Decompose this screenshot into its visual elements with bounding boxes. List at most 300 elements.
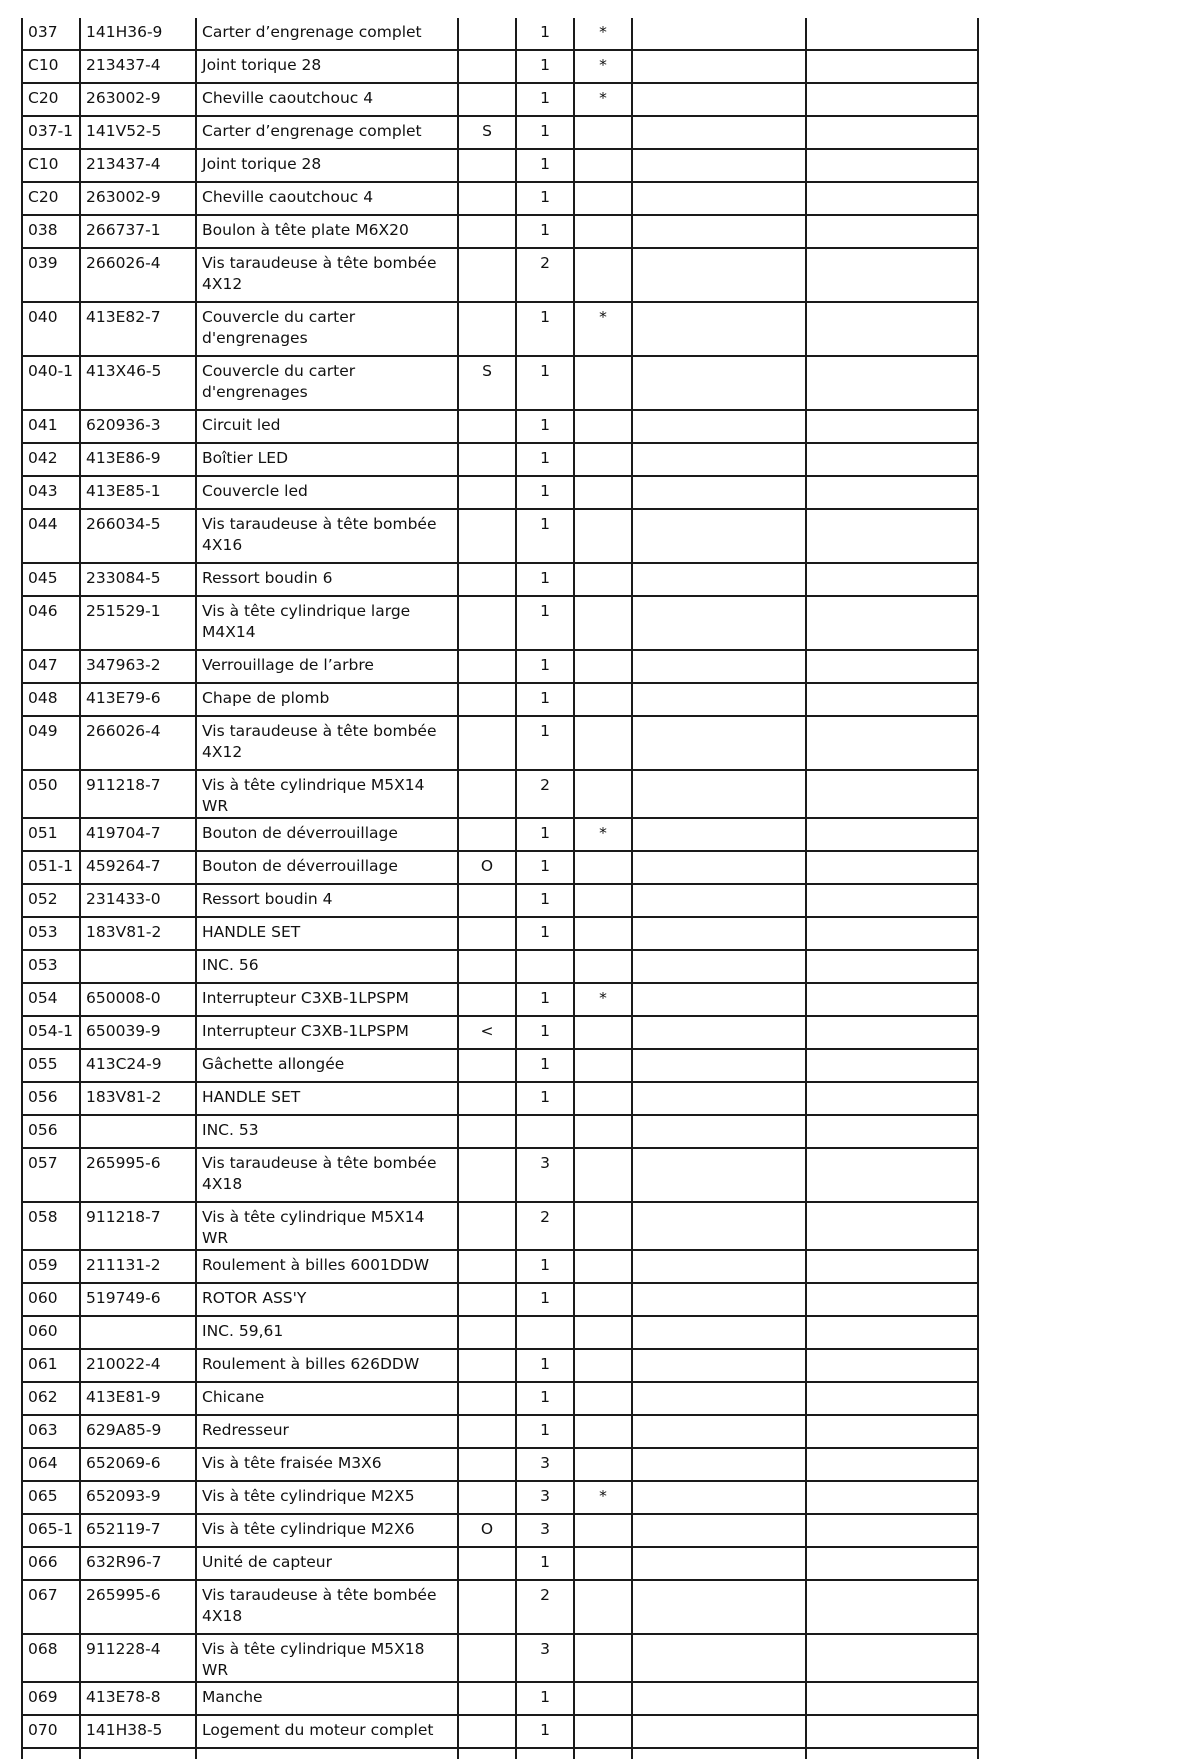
mark-cell <box>574 356 632 410</box>
symbol-cell <box>458 215 516 248</box>
part-number-cell: 629A85-9 <box>80 1415 196 1448</box>
part-number-cell: 632R96-7 <box>80 1547 196 1580</box>
symbol-cell <box>458 248 516 302</box>
remark-cell <box>806 356 978 410</box>
table-row <box>22 950 978 983</box>
symbol-cell <box>458 50 516 83</box>
part-number-cell: 652119-7 <box>80 1514 196 1547</box>
part-number-cell: 650008-0 <box>80 983 196 1016</box>
table-row <box>22 1283 978 1316</box>
remark-cell <box>806 1715 978 1748</box>
table-row <box>22 1316 978 1349</box>
remark-cell <box>806 410 978 443</box>
description-cell: Cheville caoutchouc 4 <box>196 83 458 116</box>
mark-cell: * <box>574 18 632 50</box>
item-number-cell: 051 <box>22 818 80 851</box>
item-number-cell: C20 <box>22 83 80 116</box>
mark-cell <box>574 476 632 509</box>
remark-cell <box>806 443 978 476</box>
quantity-cell: 1 <box>516 215 574 248</box>
description-cell: Verrouillage de l’arbre <box>196 650 458 683</box>
item-number-cell: 063 <box>22 1415 80 1448</box>
note-cell <box>632 1382 806 1415</box>
remark-cell <box>806 509 978 563</box>
item-number-cell: 066 <box>22 1547 80 1580</box>
remark-cell <box>806 302 978 356</box>
note-cell <box>632 1250 806 1283</box>
quantity-cell: 1 <box>516 983 574 1016</box>
item-number-cell: 037-1 <box>22 116 80 149</box>
part-number-cell: 263002-9 <box>80 83 196 116</box>
table-row-continuation <box>22 1748 978 1759</box>
mark-cell: * <box>574 302 632 356</box>
symbol-cell <box>458 1481 516 1514</box>
part-number-cell: 413E86-9 <box>80 443 196 476</box>
description-cell: ROTOR ASS'Y <box>196 1283 458 1316</box>
symbol-cell <box>458 18 516 50</box>
description-cell: Joint torique 28 <box>196 149 458 182</box>
part-number-cell: 183V81-2 <box>80 917 196 950</box>
mark-cell <box>574 443 632 476</box>
table-row <box>22 683 978 716</box>
mark-cell <box>574 1415 632 1448</box>
quantity-cell: 1 <box>516 1283 574 1316</box>
remark-cell <box>806 1316 978 1349</box>
symbol-cell <box>458 1283 516 1316</box>
description-cell: Interrupteur C3XB-1LPSPM <box>196 1016 458 1049</box>
note-cell <box>632 1202 806 1250</box>
part-number-cell: 263002-9 <box>80 182 196 215</box>
table-row <box>22 716 978 770</box>
symbol-cell <box>458 1349 516 1382</box>
item-number-cell: 064 <box>22 1448 80 1481</box>
note-cell <box>632 1580 806 1634</box>
remark-cell <box>806 83 978 116</box>
mark-cell <box>574 410 632 443</box>
description-cell: INC. 56 <box>196 950 458 983</box>
symbol-cell <box>458 302 516 356</box>
symbol-cell <box>458 596 516 650</box>
remark-cell <box>806 851 978 884</box>
table-row <box>22 1682 978 1715</box>
remark-cell <box>806 818 978 851</box>
part-number-cell: 265995-6 <box>80 1580 196 1634</box>
parts-table-body <box>22 18 978 1748</box>
description-cell: Boulon à tête plate M6X20 <box>196 215 458 248</box>
mark-cell <box>574 182 632 215</box>
mark-cell <box>574 950 632 983</box>
part-number-cell: 519749-6 <box>80 1283 196 1316</box>
remark-cell <box>806 1016 978 1049</box>
description-cell: Ressort boudin 6 <box>196 563 458 596</box>
quantity-cell: 1 <box>516 182 574 215</box>
note-cell <box>632 443 806 476</box>
item-number-cell: 037 <box>22 18 80 50</box>
table-row <box>22 1082 978 1115</box>
symbol-cell <box>458 83 516 116</box>
item-number-cell: 062 <box>22 1382 80 1415</box>
mark-cell <box>574 1316 632 1349</box>
mark-cell: * <box>574 983 632 1016</box>
note-cell <box>632 1283 806 1316</box>
description-cell: Chicane <box>196 1382 458 1415</box>
description-cell: Manche <box>196 1682 458 1715</box>
note-cell <box>632 1016 806 1049</box>
description-cell: Carter d’engrenage complet <box>196 116 458 149</box>
part-number-cell: 413C24-9 <box>80 1049 196 1082</box>
description-cell: Vis à tête cylindrique M5X18 WR <box>196 1634 458 1682</box>
remark-cell <box>806 917 978 950</box>
quantity-cell: 1 <box>516 1415 574 1448</box>
item-number-cell: 057 <box>22 1148 80 1202</box>
remark-cell <box>806 716 978 770</box>
table-row <box>22 1448 978 1481</box>
symbol-cell <box>458 818 516 851</box>
remark-cell <box>806 683 978 716</box>
item-number-cell: 040-1 <box>22 356 80 410</box>
part-number-cell: 266034-5 <box>80 509 196 563</box>
table-row <box>22 884 978 917</box>
symbol-cell: O <box>458 851 516 884</box>
quantity-cell: 1 <box>516 596 574 650</box>
table-row <box>22 818 978 851</box>
quantity-cell: 1 <box>516 563 574 596</box>
symbol-cell <box>458 1148 516 1202</box>
table-row <box>22 1148 978 1202</box>
remark-cell <box>806 1115 978 1148</box>
symbol-cell: O <box>458 1514 516 1547</box>
remark-cell <box>806 1202 978 1250</box>
remark-cell <box>806 1547 978 1580</box>
item-number-cell: 048 <box>22 683 80 716</box>
item-number-cell: 056 <box>22 1115 80 1148</box>
mark-cell <box>574 1250 632 1283</box>
mark-cell <box>574 248 632 302</box>
note-cell <box>632 1682 806 1715</box>
note-cell <box>632 1082 806 1115</box>
note-cell <box>632 1349 806 1382</box>
note-cell <box>632 1481 806 1514</box>
part-number-cell: 413E85-1 <box>80 476 196 509</box>
description-cell: Bouton de déverrouillage <box>196 818 458 851</box>
quantity-cell: 3 <box>516 1514 574 1547</box>
note-cell <box>632 476 806 509</box>
table-row <box>22 509 978 563</box>
part-number-cell: 213437-4 <box>80 149 196 182</box>
remark-cell <box>806 1415 978 1448</box>
description-cell: Vis à tête fraisée M3X6 <box>196 1448 458 1481</box>
symbol-cell <box>458 182 516 215</box>
table-row <box>22 1349 978 1382</box>
table-row <box>22 215 978 248</box>
note-cell <box>632 215 806 248</box>
table-row <box>22 1634 978 1682</box>
description-cell: Gâchette allongée <box>196 1049 458 1082</box>
remark-cell <box>806 1349 978 1382</box>
table-row <box>22 18 978 50</box>
item-number-cell: 040 <box>22 302 80 356</box>
quantity-cell: 1 <box>516 476 574 509</box>
description-cell: Vis à tête cylindrique M5X14 WR <box>196 1202 458 1250</box>
table-row <box>22 1715 978 1748</box>
symbol-cell <box>458 1415 516 1448</box>
quantity-cell: 1 <box>516 818 574 851</box>
remark-cell <box>806 149 978 182</box>
description-cell: Couvercle led <box>196 476 458 509</box>
item-number-cell: 049 <box>22 716 80 770</box>
table-row <box>22 410 978 443</box>
mark-cell <box>574 917 632 950</box>
quantity-cell: 1 <box>516 509 574 563</box>
table-row <box>22 302 978 356</box>
part-number-cell: 911218-7 <box>80 770 196 818</box>
quantity-cell: 1 <box>516 443 574 476</box>
description-cell: Vis taraudeuse à tête bombée 4X12 <box>196 248 458 302</box>
item-number-cell: 067 <box>22 1580 80 1634</box>
mark-cell <box>574 149 632 182</box>
part-number-cell: 652069-6 <box>80 1448 196 1481</box>
mark-cell <box>574 1016 632 1049</box>
item-number-cell: 065 <box>22 1481 80 1514</box>
symbol-cell <box>458 1049 516 1082</box>
mark-cell <box>574 1634 632 1682</box>
mark-cell <box>574 1115 632 1148</box>
quantity-cell: 1 <box>516 1049 574 1082</box>
part-number-cell: 459264-7 <box>80 851 196 884</box>
part-number-cell <box>80 1115 196 1148</box>
symbol-cell <box>458 509 516 563</box>
remark-cell <box>806 596 978 650</box>
symbol-cell <box>458 1250 516 1283</box>
quantity-cell: 1 <box>516 1382 574 1415</box>
quantity-cell: 1 <box>516 884 574 917</box>
remark-cell <box>806 476 978 509</box>
quantity-cell: 2 <box>516 1202 574 1250</box>
symbol-cell <box>458 1580 516 1634</box>
description-cell: INC. 53 <box>196 1115 458 1148</box>
item-number-cell: 070 <box>22 1715 80 1748</box>
quantity-cell: 1 <box>516 116 574 149</box>
quantity-cell <box>516 1316 574 1349</box>
symbol-cell <box>458 683 516 716</box>
note-cell <box>632 1148 806 1202</box>
table-row <box>22 50 978 83</box>
table-row <box>22 1514 978 1547</box>
item-number-cell: 038 <box>22 215 80 248</box>
description-cell: INC. 59,61 <box>196 1316 458 1349</box>
symbol-cell <box>458 884 516 917</box>
description-cell: Vis à tête cylindrique M2X6 <box>196 1514 458 1547</box>
quantity-cell: 1 <box>516 1349 574 1382</box>
note-cell <box>632 248 806 302</box>
note-cell <box>632 182 806 215</box>
remark-cell <box>806 1448 978 1481</box>
quantity-cell: 1 <box>516 851 574 884</box>
quantity-cell: 3 <box>516 1634 574 1682</box>
note-cell <box>632 917 806 950</box>
mark-cell <box>574 1448 632 1481</box>
table-row <box>22 248 978 302</box>
item-number-cell: C10 <box>22 149 80 182</box>
table-row <box>22 1115 978 1148</box>
symbol-cell <box>458 1382 516 1415</box>
mark-cell <box>574 1349 632 1382</box>
note-cell <box>632 116 806 149</box>
description-cell: Couvercle du carter d'engrenages <box>196 302 458 356</box>
description-cell: Roulement à billes 626DDW <box>196 1349 458 1382</box>
note-cell <box>632 149 806 182</box>
quantity-cell: 2 <box>516 1580 574 1634</box>
quantity-cell: 1 <box>516 716 574 770</box>
table-row <box>22 983 978 1016</box>
item-number-cell: 068 <box>22 1634 80 1682</box>
note-cell <box>632 983 806 1016</box>
quantity-cell: 3 <box>516 1481 574 1514</box>
symbol-cell <box>458 1448 516 1481</box>
item-number-cell: 059 <box>22 1250 80 1283</box>
description-cell: Cheville caoutchouc 4 <box>196 182 458 215</box>
parts-list-page <box>21 18 979 1759</box>
remark-cell <box>806 1049 978 1082</box>
symbol-cell <box>458 476 516 509</box>
quantity-cell: 1 <box>516 650 574 683</box>
note-cell <box>632 563 806 596</box>
symbol-cell: S <box>458 116 516 149</box>
remark-cell <box>806 182 978 215</box>
quantity-cell: 3 <box>516 1448 574 1481</box>
item-number-cell: 060 <box>22 1283 80 1316</box>
remark-cell <box>806 1250 978 1283</box>
remark-cell <box>806 215 978 248</box>
table-row <box>22 650 978 683</box>
note-cell <box>632 410 806 443</box>
description-cell: Unité de capteur <box>196 1547 458 1580</box>
item-number-cell: 050 <box>22 770 80 818</box>
description-cell: Couvercle du carter d'engrenages <box>196 356 458 410</box>
remark-cell <box>806 1148 978 1202</box>
remark-cell <box>806 1634 978 1682</box>
mark-cell <box>574 1148 632 1202</box>
mark-cell <box>574 770 632 818</box>
part-number-cell: 266737-1 <box>80 215 196 248</box>
symbol-cell <box>458 1316 516 1349</box>
note-cell <box>632 683 806 716</box>
quantity-cell: 1 <box>516 683 574 716</box>
part-number-cell: 911228-4 <box>80 1634 196 1682</box>
item-number-cell: 041 <box>22 410 80 443</box>
part-number-cell: 211131-2 <box>80 1250 196 1283</box>
part-number-cell: 213437-4 <box>80 50 196 83</box>
item-number-cell: 039 <box>22 248 80 302</box>
remark-cell <box>806 884 978 917</box>
quantity-cell: 1 <box>516 302 574 356</box>
symbol-cell <box>458 770 516 818</box>
remark-cell <box>806 1283 978 1316</box>
note-cell <box>632 18 806 50</box>
mark-cell: * <box>574 818 632 851</box>
remark-cell <box>806 1082 978 1115</box>
quantity-cell: 1 <box>516 1547 574 1580</box>
table-row <box>22 116 978 149</box>
item-number-cell: 042 <box>22 443 80 476</box>
table-row <box>22 1580 978 1634</box>
description-cell: Boîtier LED <box>196 443 458 476</box>
table-row <box>22 1547 978 1580</box>
note-cell <box>632 1514 806 1547</box>
description-cell: Interrupteur C3XB-1LPSPM <box>196 983 458 1016</box>
symbol-cell <box>458 149 516 182</box>
quantity-cell: 1 <box>516 356 574 410</box>
symbol-cell <box>458 983 516 1016</box>
mark-cell <box>574 215 632 248</box>
table-row <box>22 356 978 410</box>
note-cell <box>632 302 806 356</box>
quantity-cell: 2 <box>516 248 574 302</box>
part-number-cell: 251529-1 <box>80 596 196 650</box>
part-number-cell: 911218-7 <box>80 1202 196 1250</box>
quantity-cell: 1 <box>516 18 574 50</box>
part-number-cell: 413E81-9 <box>80 1382 196 1415</box>
item-number-cell: 054 <box>22 983 80 1016</box>
symbol-cell <box>458 1082 516 1115</box>
description-cell: Vis à tête cylindrique large M4X14 <box>196 596 458 650</box>
description-cell: Vis taraudeuse à tête bombée 4X18 <box>196 1580 458 1634</box>
symbol-cell <box>458 563 516 596</box>
symbol-cell <box>458 650 516 683</box>
quantity-cell: 2 <box>516 770 574 818</box>
table-row <box>22 1016 978 1049</box>
remark-cell <box>806 116 978 149</box>
remark-cell <box>806 983 978 1016</box>
quantity-cell <box>516 1115 574 1148</box>
part-number-cell: 620936-3 <box>80 410 196 443</box>
symbol-cell <box>458 716 516 770</box>
item-number-cell: 055 <box>22 1049 80 1082</box>
part-number-cell: 233084-5 <box>80 563 196 596</box>
item-number-cell: 043 <box>22 476 80 509</box>
part-number-cell: 183V81-2 <box>80 1082 196 1115</box>
part-number-cell: 652093-9 <box>80 1481 196 1514</box>
symbol-cell <box>458 1715 516 1748</box>
table-row <box>22 596 978 650</box>
description-cell: Bouton de déverrouillage <box>196 851 458 884</box>
mark-cell <box>574 1547 632 1580</box>
item-number-cell: 058 <box>22 1202 80 1250</box>
table-row <box>22 83 978 116</box>
note-cell <box>632 596 806 650</box>
note-cell <box>632 1715 806 1748</box>
mark-cell: * <box>574 83 632 116</box>
remark-cell <box>806 563 978 596</box>
table-row <box>22 443 978 476</box>
part-number-cell: 413E79-6 <box>80 683 196 716</box>
quantity-cell: 1 <box>516 1250 574 1283</box>
mark-cell <box>574 1283 632 1316</box>
item-number-cell: 054-1 <box>22 1016 80 1049</box>
mark-cell <box>574 1202 632 1250</box>
item-number-cell: 044 <box>22 509 80 563</box>
mark-cell <box>574 563 632 596</box>
table-row <box>22 563 978 596</box>
item-number-cell: 056 <box>22 1082 80 1115</box>
note-cell <box>632 851 806 884</box>
note-cell <box>632 1115 806 1148</box>
description-cell: Vis taraudeuse à tête bombée 4X16 <box>196 509 458 563</box>
item-number-cell: 051-1 <box>22 851 80 884</box>
symbol-cell <box>458 1115 516 1148</box>
remark-cell <box>806 950 978 983</box>
symbol-cell <box>458 1634 516 1682</box>
